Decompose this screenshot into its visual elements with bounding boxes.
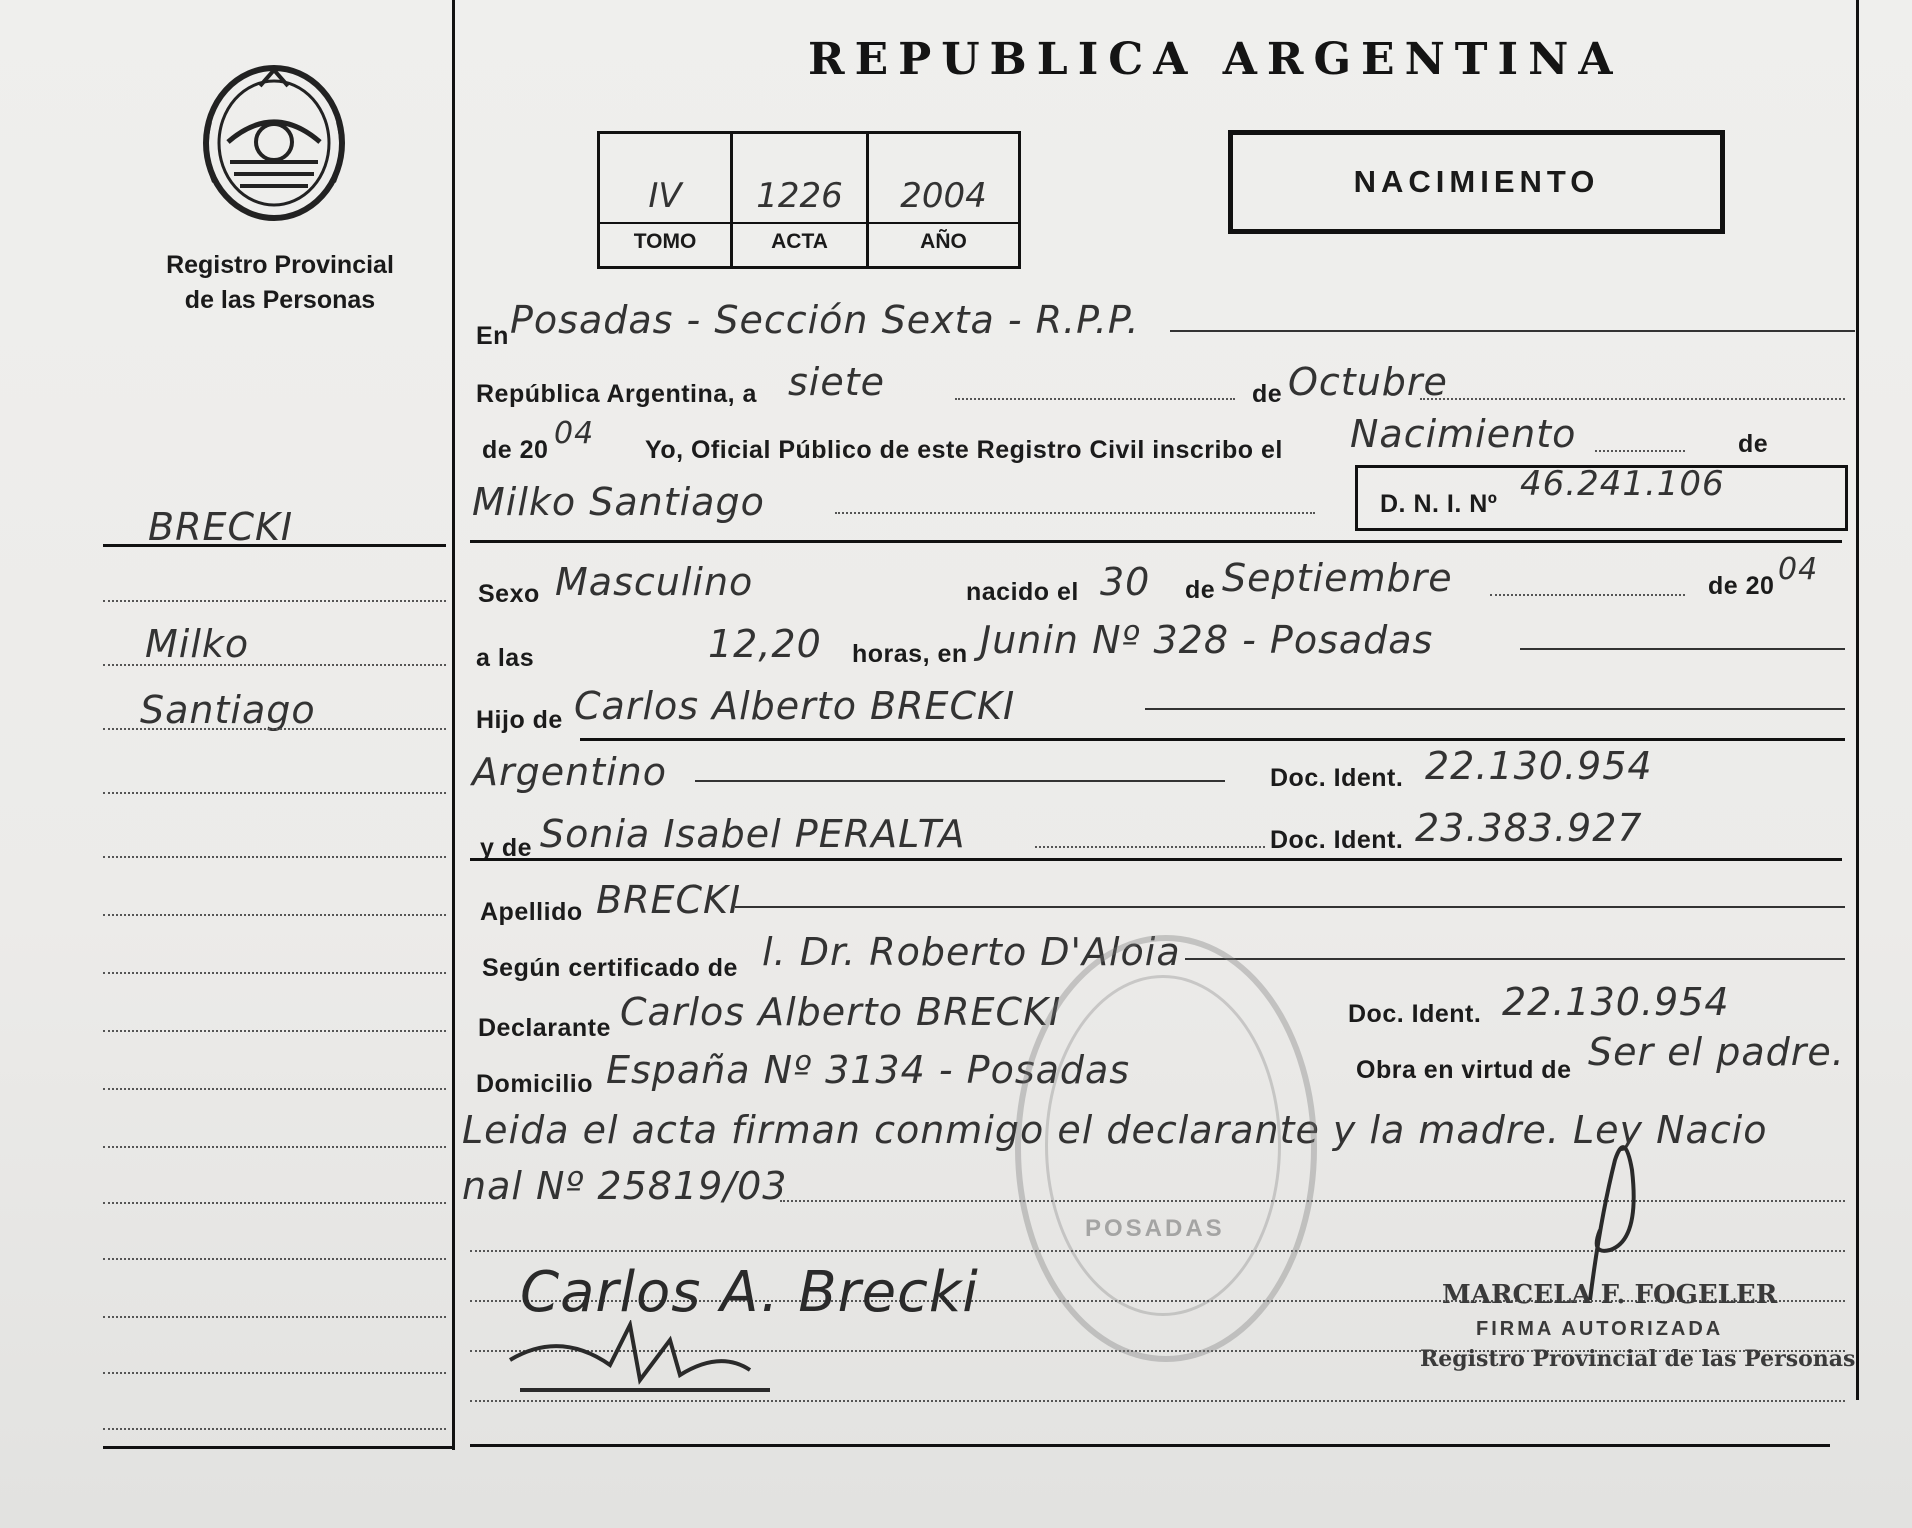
label-dni: D. N. I. Nº <box>1380 490 1498 518</box>
value-anio: 04 <box>554 416 595 451</box>
value-mes: Octubre <box>1288 360 1448 404</box>
value-nombre: Milko Santiago <box>472 480 765 524</box>
value-hora: 12,20 <box>708 622 822 666</box>
note-line-2: nal Nº 25819/03 <box>462 1164 788 1208</box>
document-type-box: NACIMIENTO <box>1228 130 1725 234</box>
tomo-cell <box>600 134 730 266</box>
label-horas: horas, en <box>852 640 968 668</box>
value-domicilio: España Nº 3134 - Posadas <box>606 1048 1131 1092</box>
label-domicilio: Domicilio <box>476 1070 594 1098</box>
value-lugar: Posadas - Sección Sexta - R.P.P. <box>510 298 1140 342</box>
label-segun: Según certificado de <box>482 954 738 982</box>
mother-signature-icon <box>500 1320 780 1400</box>
margin-given-name-1: Milko <box>145 622 250 666</box>
margin-surname: BRECKI <box>148 505 294 549</box>
label-sexo: Sexo <box>478 580 540 608</box>
value-obra: Ser el padre. <box>1588 1030 1845 1074</box>
label-de-persona: de <box>1738 430 1769 458</box>
official-name: MARCELA F. FOGELER <box>1442 1280 1778 1310</box>
label-declarante: Declarante <box>478 1014 611 1042</box>
value-padre: Carlos Alberto BRECKI <box>574 684 1016 728</box>
tomo-value: IV <box>648 176 682 216</box>
registry-line-1: Registro Provincial <box>166 251 394 279</box>
value-dia-nac: 30 <box>1100 560 1151 604</box>
ano-label: AÑO <box>920 230 967 253</box>
acta-value: 1226 <box>756 176 843 216</box>
registry-line-2: de las Personas <box>184 286 376 314</box>
value-declarante: Carlos Alberto BRECKI <box>620 990 1062 1034</box>
declarant-signature: Carlos A. Brecki <box>520 1260 979 1325</box>
acta-label: ACTA <box>771 230 828 253</box>
value-certificado: l. Dr. Roberto D'Aloia <box>762 930 1181 974</box>
official-org: Registro Provincial de las Personas <box>1420 1346 1856 1372</box>
label-oficial: Yo, Oficial Público de este Registro Civil inscribo el <box>645 436 1283 464</box>
value-anio-nac: 04 <box>1778 552 1819 587</box>
official-stamp-inner <box>1045 975 1281 1316</box>
value-doc-padre: 22.130.954 <box>1425 744 1653 788</box>
record-number-box <box>597 131 1021 269</box>
label-doc-declarante: Doc. Ident. <box>1348 1000 1482 1028</box>
note-line-1: Leida el acta firman conmigo el declarante y la madre. Ley Nacio <box>462 1108 1768 1152</box>
label-y-de: y de <box>480 834 533 862</box>
official-role: FIRMA AUTORIZADA <box>1476 1318 1724 1340</box>
label-republica: República Argentina, a <box>476 380 757 408</box>
value-doc-madre: 23.383.927 <box>1415 806 1643 850</box>
value-nacionalidad-padre: Argentino <box>472 750 667 794</box>
margin-given-name-2: Santiago <box>140 688 316 732</box>
acta-cell <box>733 134 866 266</box>
ano-value: 2004 <box>900 176 987 216</box>
registry-name <box>150 248 410 318</box>
value-madre: Sonia Isabel PERALTA <box>540 812 966 856</box>
left-column-divider <box>452 0 455 1450</box>
value-doc-declarante: 22.130.954 <box>1502 980 1730 1024</box>
provincial-seal-icon <box>200 62 348 224</box>
value-dia: siete <box>788 360 886 404</box>
label-hijo-de: Hijo de <box>476 706 563 734</box>
label-doc-madre: Doc. Ident. <box>1270 826 1404 854</box>
value-lugar-nac: Junin Nº 328 - Posadas <box>980 618 1434 662</box>
value-dni: 46.241.106 <box>1520 464 1725 504</box>
value-acto: Nacimiento <box>1350 412 1577 456</box>
tomo-label: TOMO <box>633 230 697 253</box>
value-mes-nac: Septiembre <box>1222 556 1453 600</box>
label-apellido: Apellido <box>480 898 583 926</box>
label-de-mes-nac: de <box>1185 576 1216 604</box>
label-de-20: de 20 <box>482 436 549 464</box>
value-apellido: BRECKI <box>596 878 742 922</box>
page-title: REPUBLICA ARGENTINA <box>808 34 1623 85</box>
label-nacido: nacido el <box>966 578 1079 606</box>
value-sexo: Masculino <box>555 560 754 604</box>
label-en: En <box>476 322 509 350</box>
ano-cell <box>869 134 1018 266</box>
label-de-20-nac: de 20 <box>1708 572 1775 600</box>
label-de-mes: de <box>1252 380 1283 408</box>
label-a-las: a las <box>476 644 535 672</box>
label-doc-padre: Doc. Ident. <box>1270 764 1404 792</box>
stamp-text: POSADAS <box>1085 1215 1225 1242</box>
label-obra: Obra en virtud de <box>1356 1056 1572 1084</box>
right-border <box>1856 0 1859 1400</box>
